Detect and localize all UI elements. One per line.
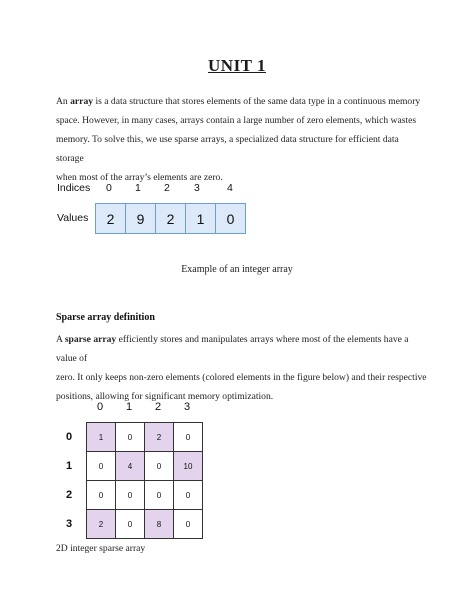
matrix-cell: 0: [174, 481, 203, 510]
matrix-cell: 0: [116, 423, 145, 452]
unit-title: UNIT 1: [208, 56, 266, 75]
matrix-cell-nonzero: 10: [174, 452, 203, 481]
sparse-line-1: [56, 330, 428, 368]
sparse-line-1-a: A: [56, 334, 65, 345]
row-header: 3: [66, 518, 73, 530]
intro-line-3: memory. To solve this, we use sparse arrays, a specialized data structure for efficient data storage: [56, 134, 399, 164]
array-cell: 0: [215, 203, 246, 234]
intro-line-1: [56, 92, 428, 111]
matrix-cell: 0: [87, 481, 116, 510]
index-label: 2: [164, 182, 170, 194]
sparse-line-3: positions, allowing for significant memory optimization.: [56, 391, 274, 402]
column-header: 1: [125, 401, 133, 413]
indices-label: Indices: [57, 182, 91, 194]
intro-line-1-b: is a data structure that stores elements of the same data type in a continuous memory: [93, 96, 421, 107]
intro-line-1-a: An: [56, 96, 71, 107]
term-sparse-array: sparse array: [64, 334, 117, 345]
row-header: 2: [66, 489, 73, 501]
values-label: Values: [57, 212, 89, 224]
index-label: 0: [106, 182, 112, 194]
sparse-caption: 2D integer sparse array: [56, 543, 146, 554]
sparse-line-1-b: efficiently stores and manipulates arrays where most of the elements have a value of: [56, 334, 409, 364]
column-header: 3: [183, 401, 191, 413]
sparse-line-2: zero. It only keeps non-zero elements (colored elements in the figure below) and their respective: [56, 372, 427, 383]
matrix-cell-nonzero: 1: [87, 423, 116, 452]
matrix-cell: 0: [87, 452, 116, 481]
array-cell: 2: [95, 203, 126, 234]
index-label: 4: [227, 182, 233, 194]
matrix-cell: 0: [145, 481, 174, 510]
matrix-cell: 0: [174, 423, 203, 452]
matrix-cell: 0: [116, 510, 145, 539]
intro-line-4: when most of the array’s elements are zero.: [56, 172, 223, 183]
array-cell: 2: [155, 203, 186, 234]
column-header: 2: [154, 401, 162, 413]
matrix-cell: 0: [145, 452, 174, 481]
intro-paragraph: [56, 92, 428, 187]
column-header: 0: [96, 401, 104, 413]
sparse-heading: Sparse array definition: [56, 312, 155, 323]
sparse-paragraph: [56, 330, 428, 406]
sparse-matrix-grid: [86, 422, 203, 539]
matrix-cell: 0: [116, 481, 145, 510]
matrix-cell-nonzero: 4: [116, 452, 145, 481]
row-header: 1: [66, 460, 73, 472]
matrix-cell: 0: [174, 510, 203, 539]
array-cell: 1: [185, 203, 216, 234]
term-array: array: [70, 96, 94, 107]
index-label: 3: [194, 182, 200, 194]
row-header: 0: [66, 431, 73, 443]
intro-line-2: space. However, in many cases, arrays contain a large number of zero elements, which wastes: [56, 115, 417, 126]
matrix-cell-nonzero: 2: [87, 510, 116, 539]
index-label: 1: [135, 182, 141, 194]
matrix-cell-nonzero: 8: [145, 510, 174, 539]
array-cells: [95, 203, 246, 233]
matrix-cell-nonzero: 2: [145, 423, 174, 452]
array-cell: 9: [125, 203, 156, 234]
array-caption: Example of an integer array: [181, 264, 293, 275]
